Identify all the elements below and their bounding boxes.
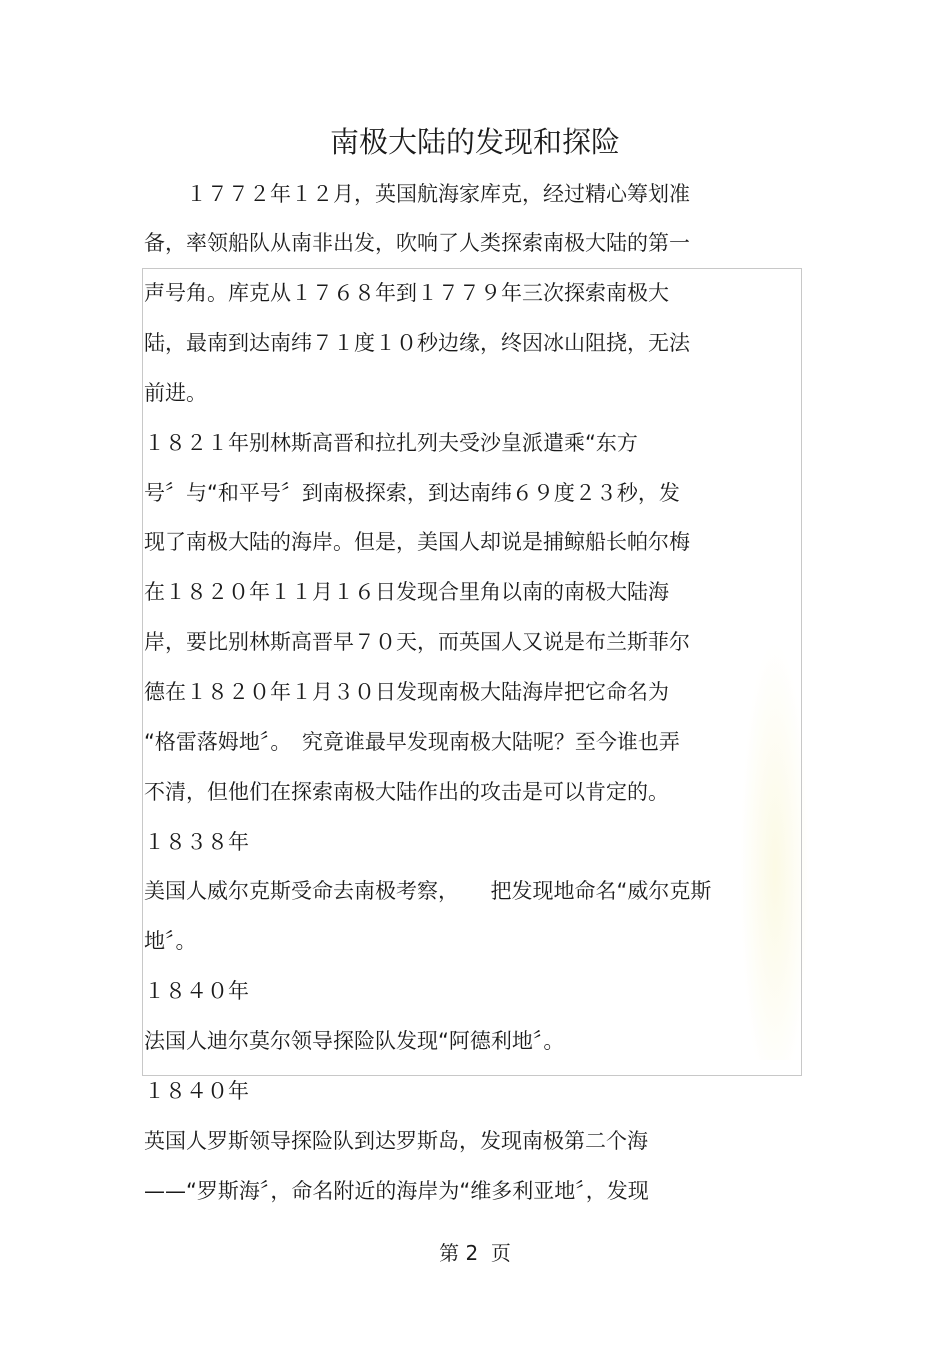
paragraph-line-12: “格雷落姆地〞。 究竟谁最早发现南极大陆呢？至今谁也弄 [144,730,680,754]
paragraph-line-4: 陆，最南到达南纬７１度１０秒边缘，终因冰山阻挠，无法 [144,331,690,355]
paragraph-line-18: 法国人迪尔莫尔领导探险队发现“阿德利地〞。 [144,1029,565,1053]
paragraph-line-10: 岸，要比别林斯高晋早７０天，而英国人又说是布兰斯菲尔 [144,630,690,654]
paragraph-line-2: 备，率领船队从南非出发，吹响了人类探索南极大陆的第一 [144,231,690,255]
text-frame-border [142,268,802,1076]
year-heading-1840-b: １８４０年 [144,1079,249,1103]
paragraph-line-21: ——“罗斯海〞，命名附近的海岸为“维多利亚地〞，发现 [144,1179,649,1203]
paragraph-line-11: 德在１８２０年１月３０日发现南极大陆海岸把它命名为 [144,680,669,704]
paragraph-line-3: 声号角。库克从１７６８年到１７７９年三次探索南极大 [144,281,669,305]
paragraph-line-5: 前进。 [144,381,207,405]
paragraph-line-1: １７７２年１２月，英国航海家库克，经过精心筹划准 [144,182,690,206]
year-heading-1838: １８３８年 [144,830,249,854]
paragraph-line-8: 现了南极大陆的海岸。但是，美国人却说是捕鲸船长帕尔梅 [144,530,690,554]
paragraph-line-16: 地〞。 [144,929,197,953]
page-title: 南极大陆的发现和探险 [329,125,620,159]
page-number-footer: 第 2 页 [439,1241,511,1265]
paragraph-line-13: 不清，但他们在探索南极大陆作出的攻击是可以肯定的。 [144,780,669,804]
paragraph-line-9: 在１８２０年１１月１６日发现合里角以南的南极大陆海 [144,580,669,604]
paragraph-line-6: １８２１年别林斯高晋和拉扎列夫受沙皇派遣乘“东方 [144,431,638,455]
paragraph-line-15: 美国人威尔克斯受命去南极考察， 把发现地命名“威尔克斯 [144,879,712,903]
year-heading-1840-a: １８４０年 [144,979,249,1003]
paragraph-line-7: 号〞与“和平号〞到南极探索，到达南纬６９度２３秒，发 [144,481,680,505]
paragraph-line-20: 英国人罗斯领导探险队到达罗斯岛，发现南极第二个海 [144,1129,648,1153]
